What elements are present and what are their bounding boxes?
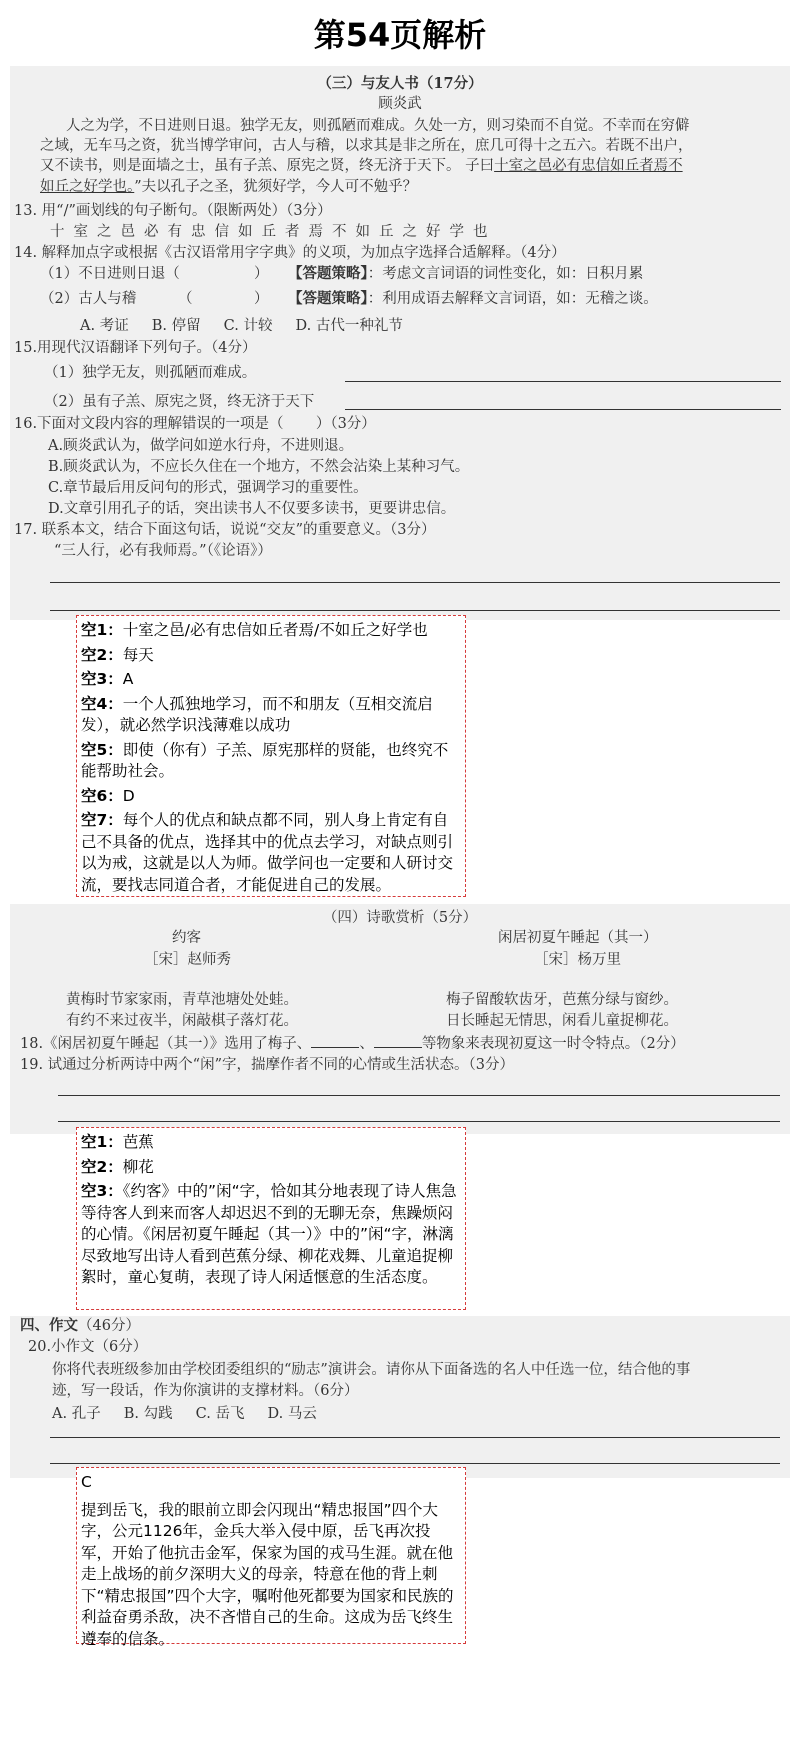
section-heading: 四、作文 [20, 1317, 78, 1334]
passage-line [40, 177, 417, 197]
fill-blank [374, 1034, 422, 1048]
answer-line [50, 1463, 780, 1464]
question-13-sentence: 十室之邑必有忠信如丘者焉不如丘之好学也 [50, 224, 497, 240]
paren-open: （ [178, 291, 193, 307]
tip-label: 【答题策略】 [288, 265, 368, 282]
question-17: 17. 联系本文，结合下面这句话，说说“交友”的重要意义。（3分） [14, 522, 436, 538]
answer-item [81, 786, 461, 808]
answer-text: 柳花 [122, 1157, 154, 1176]
underlined-sentence: 十室之邑必有忠信如丘者焉不 [494, 158, 683, 174]
question-18 [20, 1034, 685, 1054]
answer-item [81, 694, 461, 737]
poem-title: 约客 [172, 930, 201, 946]
passage-text: 又不读书，则是面墙之士，虽有子羔、原宪之贤，终无济于天下。 子曰 [40, 158, 495, 174]
passage-text: ”夫以孔子之圣，犹须好学，今人可不勉乎？ [134, 179, 418, 195]
poem-author: ［宋］杨万里 [534, 952, 621, 968]
poem-line: 日长睡起无情思，闲看儿童捉柳花。 [446, 1013, 678, 1029]
question-prompt-line: 迹，写一段话，作为你演讲的支撑材料。（6分） [52, 1383, 359, 1399]
question-14-2: （2）古人与稽 [40, 291, 137, 307]
answer-choice: C [81, 1473, 92, 1491]
question-16: 16.下面对文段内容的理解错误的一项是（ ）（3分） [14, 416, 376, 432]
answer-box [76, 1467, 466, 1648]
answer-label: 空7： [81, 811, 123, 829]
answer-text: 每天 [122, 645, 154, 664]
answer-item [81, 810, 461, 896]
answer-item [81, 669, 461, 691]
paren-close: ） [254, 266, 269, 282]
answer-text: 《约客》中的”闲“字，恰如其分地表现了诗人焦急等待客人到来而客人却迟迟不到的无聊无奈，焦躁烦闷的心情。《闲居初夏午睡起（其一）》中的”闲“字，淋漓尽致地写出诗人看到芭蕉分绿、柳花戏舞、儿童追捉柳絮时，童心复萌，表现了诗人闲适惬意的生活态度。 [81, 1182, 457, 1286]
question-14-options: A. 考证 B. 停留 C. 计较 D. 古代一种礼节 [80, 318, 403, 334]
question-20: 20.小作文（6分） [28, 1339, 148, 1355]
answer-label: 空3： [81, 1182, 123, 1200]
question-15-1: （1）独学无友，则孤陋而难成。 [44, 365, 257, 381]
tip-text: ：利用成语去解释文言词语，如：无稽之谈。 [367, 291, 658, 307]
passage-line [40, 156, 683, 176]
answer-label: 空1： [81, 1133, 123, 1151]
answer-line [50, 1437, 780, 1438]
answer-box [76, 1127, 466, 1310]
answer-line [50, 610, 780, 611]
answer-item [81, 620, 461, 642]
question-16-option: C.章节最后用反问句的形式，强调学习的重要性。 [48, 480, 368, 496]
question-17-quote: “三人行，必有我师焉。”（《论语》） [54, 543, 272, 559]
answer-label: 空5： [81, 740, 123, 759]
answer-strategy-tip [288, 264, 643, 284]
answer-text: 十室之邑/必有忠信如丘者焉/不如丘之好学也 [122, 621, 428, 639]
question-16-option: A.顾炎武认为，做学问如逆水行舟，不进则退。 [48, 438, 354, 454]
underlined-sentence: 如丘之好学也。 [40, 179, 135, 195]
poem-line: 黄梅时节家家雨，青草池塘处处蛙。 [66, 992, 298, 1008]
answer-line [58, 1095, 780, 1096]
answer-item [81, 1132, 461, 1154]
answer-line [50, 582, 780, 583]
question-text: 、 [359, 1036, 374, 1052]
question-text: 18.《闲居初夏午睡起（其一）》选用了梅子、 [20, 1036, 312, 1052]
poem-title: 闲居初夏午睡起（其一） [498, 930, 658, 946]
question-14-1: （1）不日进则日退（ [40, 266, 180, 282]
passage-line: 之域，无车马之资，犹当博学审问，古人与稽，以求其是非之所在，庶几可得十之五六。若既不出户， [40, 138, 693, 154]
poem-line: 有约不来过夜半，闲敲棋子落灯花。 [66, 1013, 298, 1029]
answer-line [58, 1121, 780, 1122]
answer-text: 即使（你有）子羔、原宪那样的贤能，也终究不能帮助社会。 [81, 740, 449, 780]
question-15-2: （2）虽有子羔、原宪之贤，终无济于天下 [44, 394, 315, 410]
answer-label: 空4： [81, 694, 123, 713]
tip-text: ：考虑文言词语的词性变化，如：日积月累 [367, 266, 644, 282]
answer-label: 空1： [81, 621, 123, 639]
question-14: 14. 解释加点字或根据《古汉语常用字字典》的义项，为加点字选择合适解释。（4分） [14, 245, 566, 261]
answer-label: 空3： [81, 670, 123, 688]
answer-box [76, 615, 466, 897]
page-title: 第54页解析 [313, 16, 487, 54]
paren-close: ） [254, 291, 269, 307]
question-15: 15.用现代汉语翻译下列句子。（4分） [14, 340, 257, 356]
question-prompt-line: 你将代表班级参加由学校团委组织的“励志”演讲会。请你从下面备选的名人中任选一位，结合他的事 [52, 1362, 691, 1378]
question-text: 等物象来表现初夏这一时令特点。（2分） [421, 1036, 685, 1052]
answer-item [81, 1157, 461, 1179]
poem-author: ［宋］赵师秀 [144, 952, 231, 968]
question-19: 19. 试通过分析两诗中两个“闲”字，揣摩作者不同的心情或生活状态。（3分） [20, 1057, 514, 1073]
passage-line: 人之为学，不日进则日退。独学无友，则孤陋而难成。久处一方，则习染而不自觉。不幸而在穷僻 [66, 118, 690, 134]
question-16-option: D.文章引用孔子的话，突出读书人不仅要多读书，更要讲忠信。 [48, 501, 456, 517]
answer-item [81, 1181, 461, 1289]
answer-strategy-tip [288, 289, 658, 309]
answer-text: 芭蕉 [122, 1133, 154, 1151]
answer-text: D [122, 786, 135, 805]
answer-label: 空2： [81, 1157, 123, 1176]
author-name: 顾炎武 [378, 96, 422, 112]
answer-text: 每个人的优点和缺点都不同，别人身上肯定有自己不具备的优点，选择其中的优点去学习，对缺点则引以为戒，这就是以人为师。做学问也一定要和人研讨交流，要找志同道合者，才能促进自己的发展。 [81, 811, 454, 894]
poem-line: 梅子留酸软齿牙，芭蕉分绿与窗纱。 [446, 992, 678, 1008]
question-13: 13. 用“/”画划线的句子断句。（限断两处）（3分） [14, 203, 332, 219]
answer-text: 提到岳飞，我的眼前立即会闪现出“精忠报国”四个大字，公元1126年，金兵大举入侵中原，岳飞再次投军，开始了他抗击金军，保家为国的戎马生涯。就在他走上战场的前夕深明大义的母亲，特意在他的背上刺下“精忠报国”四个大字，嘱咐他死都要为国家和民族的利益奋勇杀敌，决不吝惜自己的生命。这成为岳飞终生遵奉的信条。 [81, 1500, 454, 1648]
answer-line [345, 409, 781, 410]
question-20-options: A. 孔子 B. 勾践 C. 岳飞 D. 马云 [52, 1406, 317, 1422]
section-title: （三）与友人书（17分） [317, 75, 483, 92]
section-title: （四）诗歌赏析（5分） [322, 910, 478, 926]
tip-label: 【答题策略】 [288, 290, 368, 307]
answer-line [345, 381, 781, 382]
section-score: （46分） [78, 1318, 140, 1334]
question-16-option: B.顾炎武认为，不应长久住在一个地方，不然会沾染上某种习气。 [48, 459, 470, 475]
answer-text: 一个人孤独地学习，而不和朋友（互相交流启发），就必然学识浅薄难以成功 [81, 694, 433, 734]
answer-label: 空6： [81, 786, 123, 805]
section-title [20, 1316, 140, 1336]
answer-item [81, 740, 461, 783]
answer-item [81, 645, 461, 667]
fill-blank [311, 1034, 359, 1048]
answer-text: A [122, 670, 134, 688]
answer-label: 空2： [81, 645, 123, 664]
